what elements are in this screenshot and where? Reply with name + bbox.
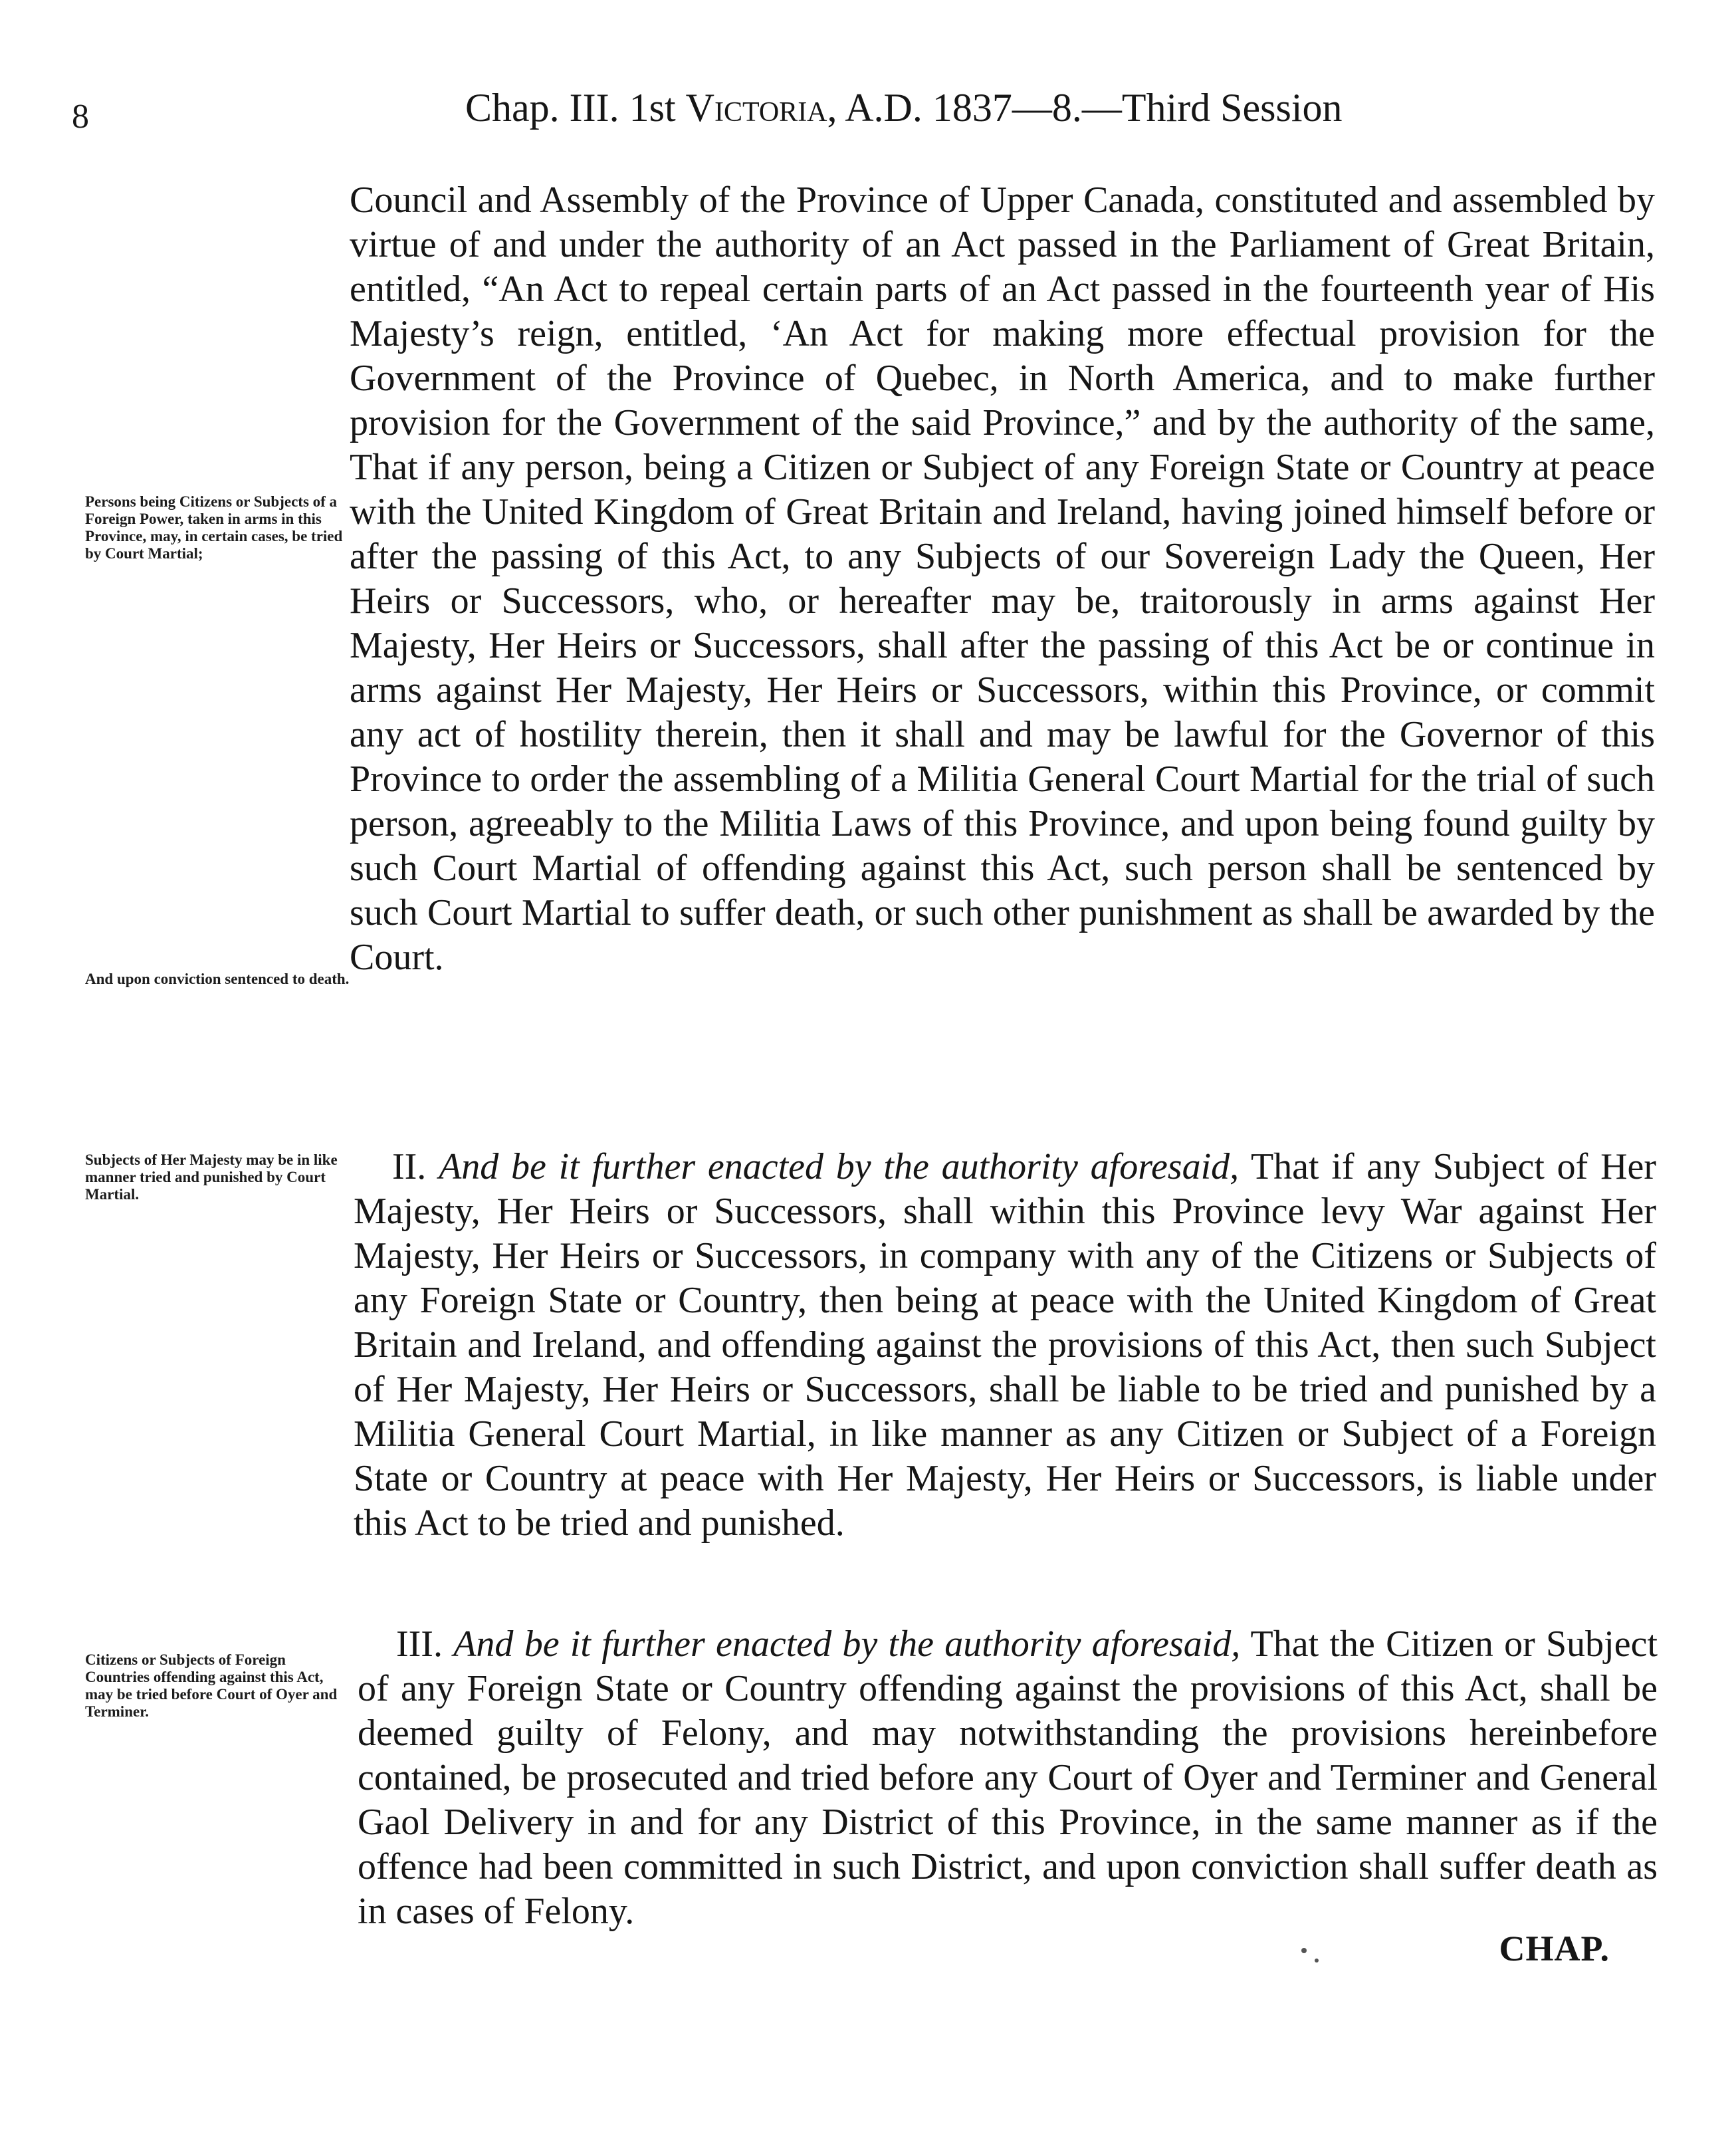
section-3 [358, 1622, 1658, 1934]
catchword: CHAP. [1499, 1929, 1610, 1968]
section-2 [354, 1145, 1656, 1546]
section-number: III. [396, 1623, 443, 1665]
enacting-clause: And be it further enacted by the authority aforesaid, [453, 1623, 1241, 1665]
marginal-note: Citizens or Subjects of Foreign Countries offending against this Act, may be tried before Court of Oyer and Terminer. [85, 1651, 338, 1720]
section-text: Council and Assembly of the Province of Upper Canada, constituted and assembled by virtue of and under the authority of an Act passed in the Parliament of Great Britain, entitled, “An Act to repeal certain parts of an Act passed in the fourteenth year of His Majesty’s reign, entitled, ‘An Act for making more effectual provision for the Government of the Province of Quebec, in North America, and to make further provision for the Government of the said Province,” and by the authority of the same, That if any person, being a Citizen or Subject of any Foreign State or Country at peace with the United Kingdom of Great Britain and Ireland, having joined himself before or after the passing of this Act, to any Subjects of our Sovereign Lady the Queen, Her Heirs or Successors, who, or hereafter may be, traitorously in arms against Her Majesty, Her Heirs or Successors, shall after the passing of this Act be or continue in arms against Her Majesty, Her Heirs or Successors, within this Province, or commit any act of hostility therein, then it shall and may be lawful for the Governor of this Province to order the assembling of a Militia General Court Martial for the trial of such person, agreeably to the Militia Laws of this Province, and upon being found guilty by such Court Martial of offending against this Act, such person shall be sentenced by such Court Martial to suffer death, or such other punishment as shall be awarded by the Court. [350, 179, 1655, 978]
running-head: Chap. III. 1st Victoria, A.D. 1837—8.—Third Session [465, 86, 1343, 130]
sovereign-name: Victoria [685, 86, 827, 130]
marginal-note: And upon conviction sentenced to death. [85, 971, 350, 987]
section-number: II. [392, 1146, 427, 1187]
marginal-note: Persons being Citizens or Subjects of a Foreign Power, taken in arms in this Province, may, in certain cases, be tried by Court Martial; [85, 493, 343, 562]
marginal-note: Subjects of Her Majesty may be in like manner tried and punished by Court Martial. [85, 1151, 338, 1203]
page-number: 8 [72, 98, 89, 136]
section-text: That the Citizen or Subject of any Foreign State or Country offending against the provisions of this Act, shall be deemed guilty of Felony, and may notwithstanding the provisions hereinbefore contained, be prosecuted and tried before any Court of Oyer and Terminer and General Gaol Delivery in and for any District of this Province, in the same manner as if the offence had been committed in such District, and upon conviction shall suffer death as in cases of Felony. [358, 1623, 1658, 1932]
enacting-clause: And be it further enacted by the authority aforesaid, [439, 1146, 1240, 1187]
session-date: A.D. 1837—8.—Third Session [845, 86, 1343, 130]
ink-speck [1315, 1959, 1319, 1963]
section-text: That if any Subject of Her Majesty, Her Heirs or Successors, shall within this Province levy War against Her Majesty, Her Heirs or Successors, in company with any of the Citizens or Subjects of any Foreign State or Country, then being at peace with the United Kingdom of Great Britain and Ireland, and offending against the provisions of this Act, then such Subject of Her Majesty, Her Heirs or Successors, shall be liable to be tried and punished by a Militia General Court Martial, in like manner as any Citizen or Subject of a Foreign State or Country at peace with Her Majesty, Her Heirs or Successors, is liable under this Act to be tried and punished. [354, 1146, 1657, 1544]
section-continuation [350, 178, 1655, 980]
chapter-number: Chap. III. [465, 86, 619, 130]
ink-speck [1301, 1948, 1307, 1953]
regnal-year: 1st [629, 86, 676, 130]
